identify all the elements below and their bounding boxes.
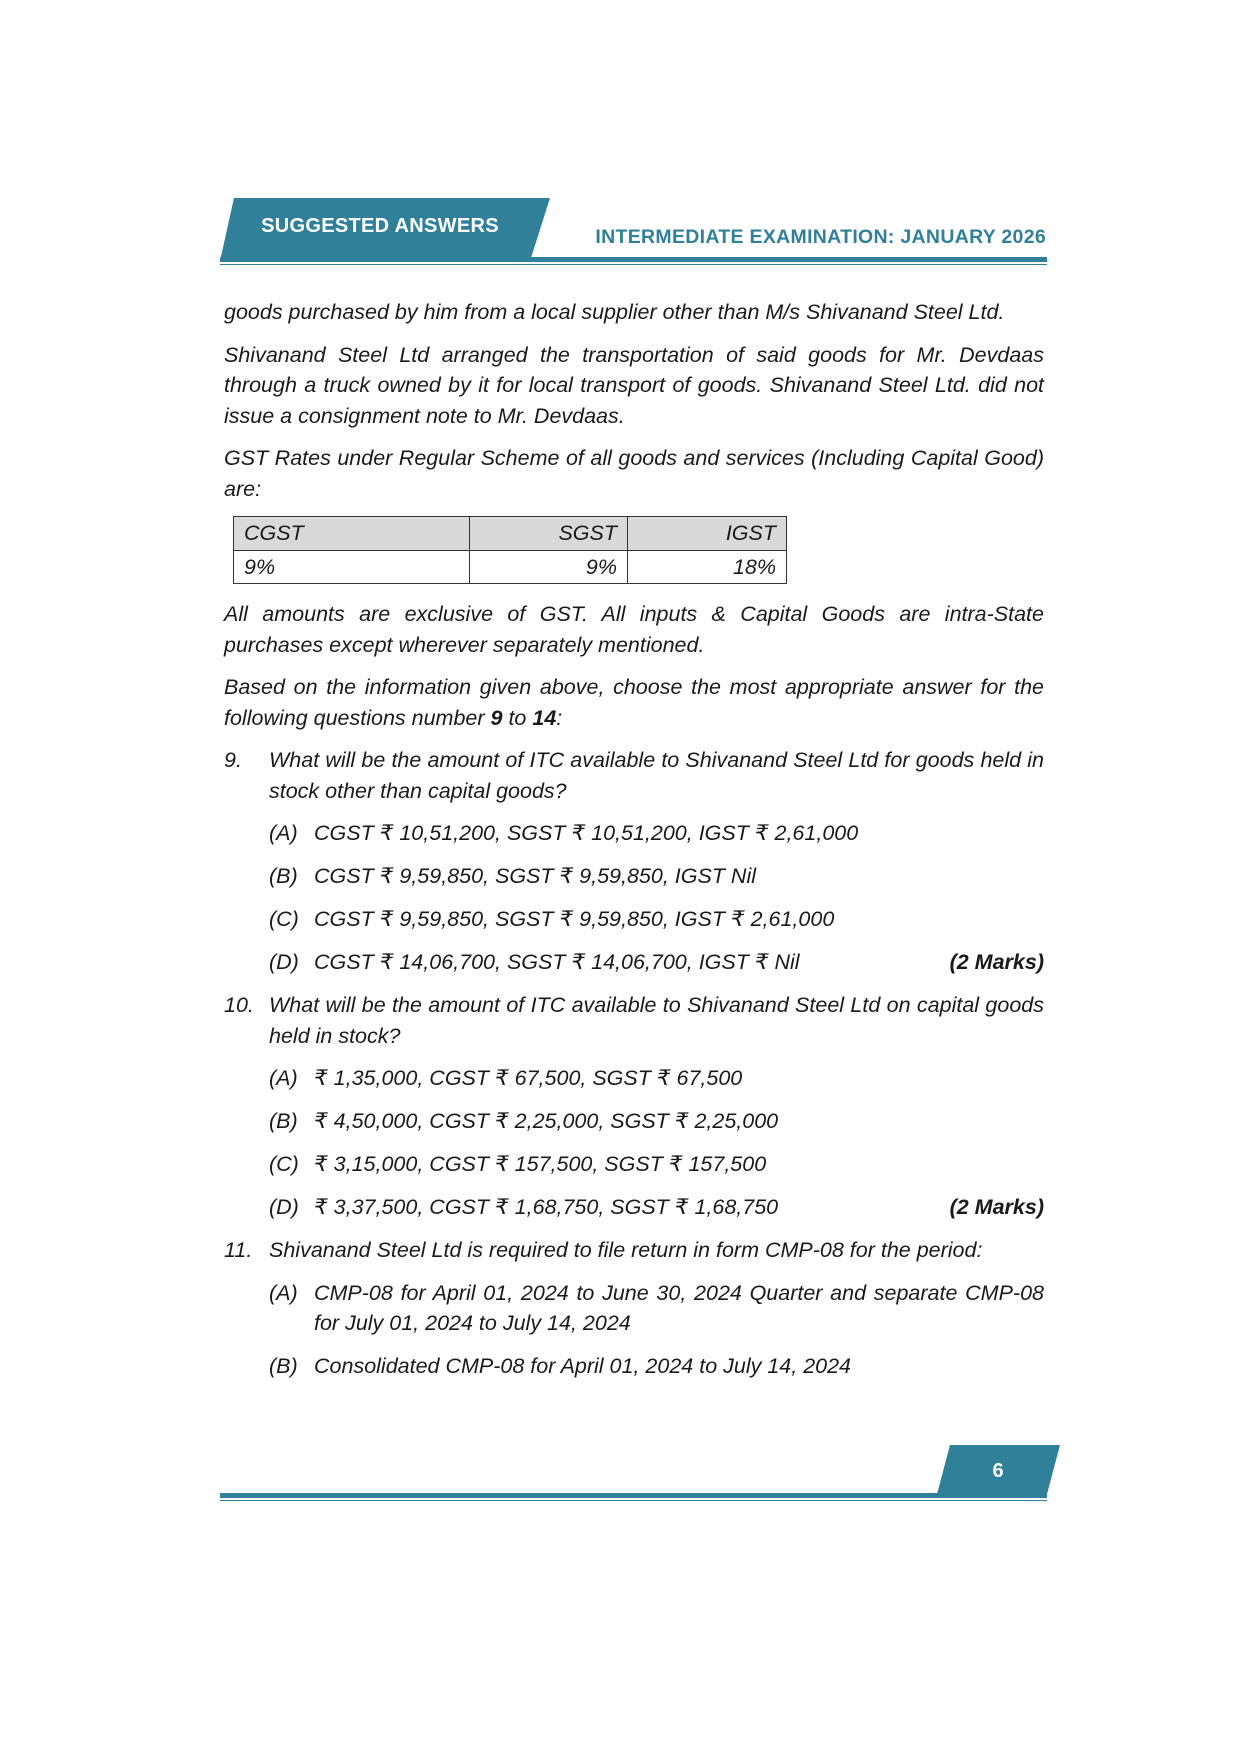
option-text: Consolidated CMP-08 for April 01, 2024 to July 14, 2024 (314, 1354, 852, 1378)
exam-title: INTERMEDIATE EXAMINATION: JANUARY 2026 (595, 226, 1046, 248)
table-header-sgst: SGST (470, 517, 628, 551)
paragraph: All amounts are exclusive of GST. All inputs & Capital Goods are intra-State purchases except wherever separately mentioned. (224, 602, 1044, 657)
option-11a[interactable] (224, 1278, 1044, 1339)
page-content (224, 297, 1044, 1394)
option-text: ₹ 3,37,500, CGST ₹ 1,68,750, SGST ₹ 1,68,750 (314, 1195, 779, 1219)
question-9 (224, 745, 1044, 806)
option-label: (B) (269, 864, 298, 888)
question-number: 10. (224, 993, 254, 1017)
option-text: CGST ₹ 14,06,700, SGST ₹ 14,06,700, IGST ₹ Nil (314, 950, 800, 974)
option-label: (C) (269, 1152, 299, 1176)
instruction-text: to (502, 705, 533, 730)
question-11 (224, 1235, 1044, 1266)
header-divider (220, 257, 1047, 262)
option-label: (C) (269, 907, 299, 931)
question-range-start: 9 (490, 705, 503, 730)
header-tab-label: SUGGESTED ANSWERS (261, 215, 499, 237)
table-cell-cgst: 9% (234, 550, 470, 584)
question-text: What will be the amount of ITC available to Shivanand Steel Ltd on capital goods held in stock? (269, 993, 1044, 1048)
question-text: Shivanand Steel Ltd is required to file return in form CMP-08 for the period: (269, 1238, 983, 1262)
question-number: 11. (224, 1238, 253, 1262)
paragraph: GST Rates under Regular Scheme of all goods and services (Including Capital Good) are: (224, 446, 1044, 501)
option-9d[interactable] (224, 947, 1044, 978)
question-text: What will be the amount of ITC available to Shivanand Steel Ltd for goods held in stock other than capital goods? (269, 748, 1044, 803)
table-header-row (234, 517, 787, 551)
question-number: 9. (224, 748, 242, 772)
table-row (234, 550, 787, 584)
table-header-cgst: CGST (234, 517, 470, 551)
question-10 (224, 990, 1044, 1051)
option-10c[interactable] (224, 1149, 1044, 1180)
gst-rates-table (233, 516, 787, 584)
option-9b[interactable] (224, 861, 1044, 892)
option-text: ₹ 1,35,000, CGST ₹ 67,500, SGST ₹ 67,500 (314, 1066, 743, 1090)
paragraph-instructions (224, 672, 1044, 733)
instruction-text: : (556, 705, 563, 730)
option-label: (B) (269, 1109, 298, 1133)
instruction-text: Based on the information given above, choose the most appropriate answer for the following questions number (224, 675, 1044, 730)
option-text: ₹ 3,15,000, CGST ₹ 157,500, SGST ₹ 157,500 (314, 1152, 767, 1176)
option-text: CGST ₹ 9,59,850, SGST ₹ 9,59,850, IGST Nil (314, 864, 757, 888)
option-text: CMP-08 for April 01, 2024 to June 30, 2024 Quarter and separate CMP-08 for July 01, 2024 to July 14, 2024 (314, 1280, 1044, 1335)
paragraph: Shivanand Steel Ltd arranged the transportation of said goods for Mr. Devdaas through a truck owned by it for local transport of goods. Shivanand Steel Ltd. did not issue a consignment note to Mr. Devdaas. (224, 342, 1044, 428)
paragraph: goods purchased by him from a local supplier other than M/s Shivanand Steel Ltd. (224, 300, 1005, 324)
option-9a[interactable] (224, 818, 1044, 849)
table-cell-sgst: 9% (470, 550, 628, 584)
option-label: (A) (269, 1066, 298, 1090)
option-9c[interactable] (224, 904, 1044, 935)
option-label: (A) (269, 821, 298, 845)
option-text: CGST ₹ 10,51,200, SGST ₹ 10,51,200, IGST ₹ 2,61,000 (314, 821, 859, 845)
option-text: CGST ₹ 9,59,850, SGST ₹ 9,59,850, IGST ₹ 2,61,000 (314, 907, 835, 931)
option-10a[interactable] (224, 1063, 1044, 1094)
option-10d[interactable] (224, 1192, 1044, 1223)
option-11b[interactable] (224, 1351, 1044, 1382)
option-label: (D) (269, 950, 299, 974)
marks-label: (2 Marks) (949, 1195, 1044, 1219)
option-10b[interactable] (224, 1106, 1044, 1137)
footer-divider (220, 1493, 1047, 1498)
table-header-igst: IGST (628, 517, 787, 551)
option-label: (A) (269, 1280, 298, 1305)
option-text: ₹ 4,50,000, CGST ₹ 2,25,000, SGST ₹ 2,25,000 (314, 1109, 779, 1133)
header-divider-thin (220, 264, 1047, 265)
footer-divider-thin (220, 1500, 1047, 1501)
table-cell-igst: 18% (628, 550, 787, 584)
option-label: (B) (269, 1354, 298, 1378)
page-number: 6 (992, 1460, 1004, 1482)
question-range-end: 14 (532, 705, 557, 730)
option-label: (D) (269, 1195, 299, 1219)
marks-label: (2 Marks) (949, 950, 1044, 974)
